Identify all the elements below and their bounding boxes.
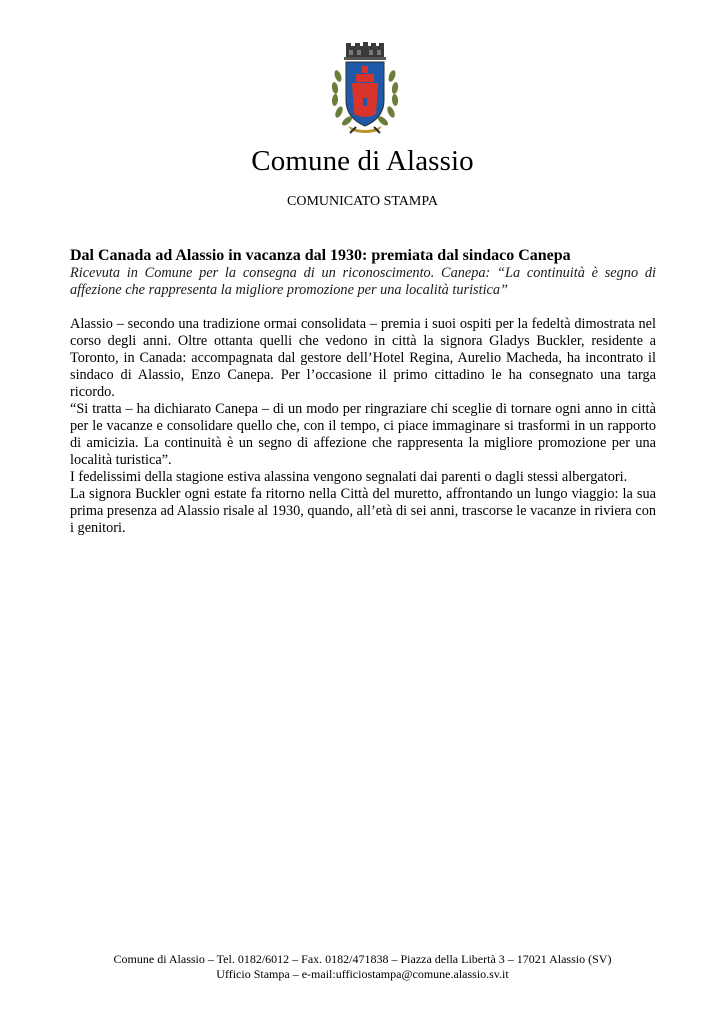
article-paragraph: I fedelissimi della stagione estiva alassina vengono segnalati dai parenti o dagli stessi albergatori.: [70, 469, 628, 485]
page-footer: [0, 952, 725, 982]
shield-icon: [346, 62, 384, 126]
crown-icon: [344, 42, 386, 60]
organization-name: Comune di Alassio: [251, 145, 474, 177]
footer-contact-line: Comune di Alassio – Tel. 0182/6012 – Fax. 0182/471838 – Piazza della Libertà 3 – 17021 Alassio (SV): [113, 952, 612, 966]
article-paragraph: La signora Buckler ogni estate fa ritorno nella Città del muretto, affrontando un lungo viaggio: la sua prima presenza ad Alassio risale al 1930, quando, all’età di sei anni, trascorse le vacanze in riviera con i genitori.: [70, 486, 656, 536]
ribbon-icon: [348, 126, 382, 133]
coat-of-arms-icon: [326, 42, 404, 134]
footer-press-office-line: Ufficio Stampa – e-mail:ufficiostampa@comune.alassio.sv.it: [216, 967, 509, 981]
article-headline: Dal Canada ad Alassio in vacanza dal 1930: premiata dal sindaco Canepa: [70, 247, 571, 264]
press-release-article: [70, 246, 656, 537]
article-subheading: Ricevuta in Comune per la consegna di un riconoscimento. Canepa: “La continuità è segno di affezione che rappresenta la migliore promozione per una località turistica”: [70, 265, 656, 298]
document-type-label: COMUNICATO STAMPA: [287, 194, 438, 209]
article-paragraph: Alassio – secondo una tradizione ormai consolidata – premia i suoi ospiti per la fedeltà dimostrata nel corso degli anni. Oltre ottanta quelli che vedono in città la signora Gladys Buckler, residente a Toronto, in Canada: accompagnata dal gestore dell’Hotel Regina, Aurelio Macheda, ha incontrato il sindaco di Alassio, Enzo Canepa. Per l’occasione il primo cittadino le ha consegnato una targa ricordo.: [70, 316, 656, 400]
article-paragraph: “Si tratta – ha dichiarato Canepa – di un modo per ringraziare chi sceglie di tornare ogni anno in città per le vacanze e consolidare quello che, con il tempo, ci piace immaginare si trasformi in un rapporto di amicizia. La continuità è un segno di affezione che rappresenta la migliore promozione per una località turistica”.: [70, 401, 656, 468]
